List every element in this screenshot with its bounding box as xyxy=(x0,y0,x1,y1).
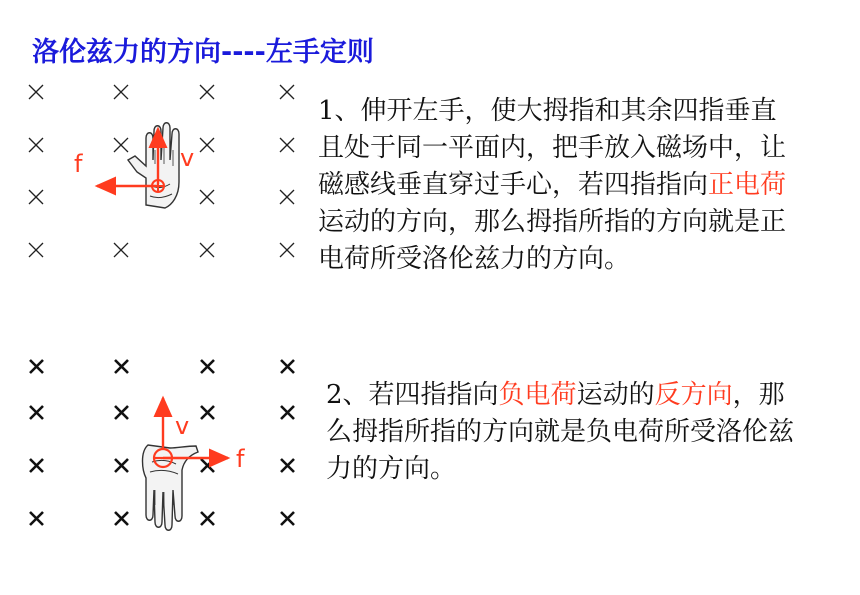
cross-mark xyxy=(29,190,43,204)
cross-mark xyxy=(201,512,214,525)
diagram-bottom-arrows xyxy=(154,398,228,467)
diagram-top-arrows xyxy=(97,129,164,192)
cross-mark xyxy=(30,406,43,419)
cross-mark xyxy=(280,243,294,257)
cross-mark xyxy=(114,85,128,99)
text-span: 运动的方向，那么拇指所指的方向就是正电荷所受洛伦兹力的方向。 xyxy=(318,207,787,274)
force-label-bottom: f xyxy=(236,445,245,473)
cross-mark xyxy=(115,512,128,525)
velocity-label-bottom: v xyxy=(175,412,190,440)
text-span: 2、若四指指向 xyxy=(326,380,499,410)
cross-mark xyxy=(200,85,214,99)
cross-mark xyxy=(200,190,214,204)
cross-mark xyxy=(201,406,214,419)
highlight-positive-charge: 正电荷 xyxy=(708,170,787,200)
velocity-label-top: v xyxy=(180,144,195,172)
magnetic-field-top xyxy=(29,85,294,257)
page-title: 洛伦兹力的方向----左手定则 xyxy=(32,37,374,68)
cross-mark xyxy=(280,85,294,99)
cross-mark xyxy=(281,406,294,419)
cross-mark xyxy=(115,459,128,472)
cross-mark xyxy=(30,512,43,525)
negative-charge xyxy=(154,449,172,467)
rule-paragraph-2 xyxy=(326,377,804,488)
cross-mark xyxy=(114,138,128,152)
cross-mark xyxy=(281,512,294,525)
rule-paragraph-1 xyxy=(318,93,796,278)
left-hand-bottom xyxy=(143,445,199,530)
cross-mark xyxy=(30,459,43,472)
cross-mark xyxy=(201,459,214,472)
cross-mark xyxy=(200,243,214,257)
cross-mark xyxy=(115,360,128,373)
cross-mark xyxy=(30,360,43,373)
cross-mark xyxy=(280,190,294,204)
positive-charge xyxy=(152,180,164,192)
highlight-negative-charge: 负电荷 xyxy=(498,380,577,410)
cross-mark xyxy=(29,138,43,152)
cross-mark xyxy=(281,360,294,373)
left-hand-top xyxy=(128,123,179,208)
magnetic-field-bottom xyxy=(30,360,294,525)
cross-mark xyxy=(280,138,294,152)
highlight-opposite-direction: 反方向 xyxy=(654,380,733,410)
force-label-top: f xyxy=(74,150,83,178)
text-span: 1、伸开左手，使大拇指和其余四指垂直且处于同一平面内，把手放入磁场中，让磁感线垂直穿过手心，若四指指向 xyxy=(318,96,787,200)
cross-mark xyxy=(29,243,43,257)
cross-mark xyxy=(29,85,43,99)
cross-mark xyxy=(281,459,294,472)
cross-mark xyxy=(201,360,214,373)
text-span: ，那么拇指所指的方向就是负电荷所受洛伦兹力的方向。 xyxy=(326,380,795,484)
cross-mark xyxy=(200,138,214,152)
cross-mark xyxy=(114,243,128,257)
text-span: 运动的 xyxy=(576,380,655,410)
cross-mark xyxy=(115,406,128,419)
